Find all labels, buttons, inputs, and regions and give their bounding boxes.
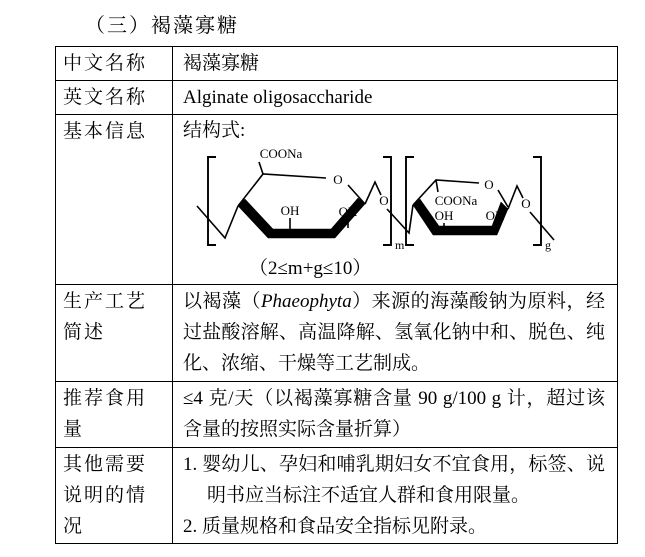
ring-oxygen-m: O xyxy=(333,172,343,187)
carboxylate-label-g: COONa xyxy=(434,193,478,208)
open-bracket-m xyxy=(208,157,216,245)
coona-bond-m xyxy=(259,162,263,174)
production-text-prefix: 以褐藻（ xyxy=(183,291,261,312)
recommended-intake-label: 推荐食用量 xyxy=(56,382,173,448)
ring-m-bond xyxy=(238,174,326,206)
note-item-2-text: 质量规格和食品安全指标见附录。 xyxy=(202,516,488,537)
entry-bond-m xyxy=(197,206,238,238)
production-process-label: 生产工艺简述 xyxy=(56,285,173,382)
hydroxyl-left-g: OH xyxy=(434,208,454,223)
hydroxyl-right-m: OH xyxy=(338,204,358,219)
note-item-1-text: 婴幼儿、孕妇和哺乳期妇女不宜食用，标签、说明书应当标注不适宜人群和食用限量。 xyxy=(202,454,605,506)
basic-info-label: 基本信息 xyxy=(56,115,173,285)
table-row-production-process xyxy=(56,285,618,382)
chinese-name-value: 褐藻寡糖 xyxy=(173,47,618,81)
coona-bond-g xyxy=(436,180,438,192)
table-row-recommended-intake xyxy=(56,382,618,448)
chemical-structure-diagram xyxy=(191,147,591,255)
hydroxyl-left-m: OH xyxy=(280,203,300,218)
note-item-2-number: 2. xyxy=(183,516,198,537)
glycosidic-oxygen-m: O xyxy=(379,193,389,208)
other-notes-label: 其他需要说明的情况 xyxy=(56,448,173,544)
glycosidic-oxygen-g: O xyxy=(521,196,531,211)
table-row-other-notes xyxy=(56,448,618,544)
structure-formula-label: 结构式: xyxy=(183,120,246,141)
subscript-m: m xyxy=(395,238,405,252)
latin-genus-name: Phaeophyta xyxy=(260,291,352,312)
note-item-1 xyxy=(183,449,605,511)
page-title: （三）褐藻寡糖 xyxy=(85,15,239,37)
table-row-english-name xyxy=(56,81,618,115)
recommended-intake-value: ≤4 克/天（以褐藻寡糖含量 90 g/100 g 计，超过该含量的按照实际含量折算） xyxy=(173,382,618,448)
production-text-suffix: ）来源的海藻酸钠为原料，经过盐酸溶解、高温降解、氢氧化钠中和、脱色、纯化、浓缩、干燥等工艺制成。 xyxy=(183,291,605,374)
chinese-name-label: 中文名称 xyxy=(56,47,173,81)
english-name-value: Alginate oligosaccharide xyxy=(173,81,618,115)
structure-constraint: （2≤m+g≤10） xyxy=(249,258,372,279)
substance-info-table xyxy=(55,46,618,544)
english-name-label: 英文名称 xyxy=(56,81,173,115)
note-item-2 xyxy=(183,511,605,542)
carboxylate-label-m: COONa xyxy=(259,147,303,161)
subscript-g: g xyxy=(545,238,551,252)
ring-oxygen-g: O xyxy=(484,177,494,192)
close-bracket-g xyxy=(533,157,541,245)
other-notes-content xyxy=(173,448,618,544)
hydroxyl-right-g: OH xyxy=(485,208,505,223)
exit-bond-g xyxy=(530,212,554,240)
basic-info-content xyxy=(173,115,618,285)
note-item-1-number: 1. xyxy=(183,454,198,475)
production-process-text xyxy=(173,285,618,382)
table-row-basic-info xyxy=(56,115,618,285)
table-row-chinese-name xyxy=(56,47,618,81)
